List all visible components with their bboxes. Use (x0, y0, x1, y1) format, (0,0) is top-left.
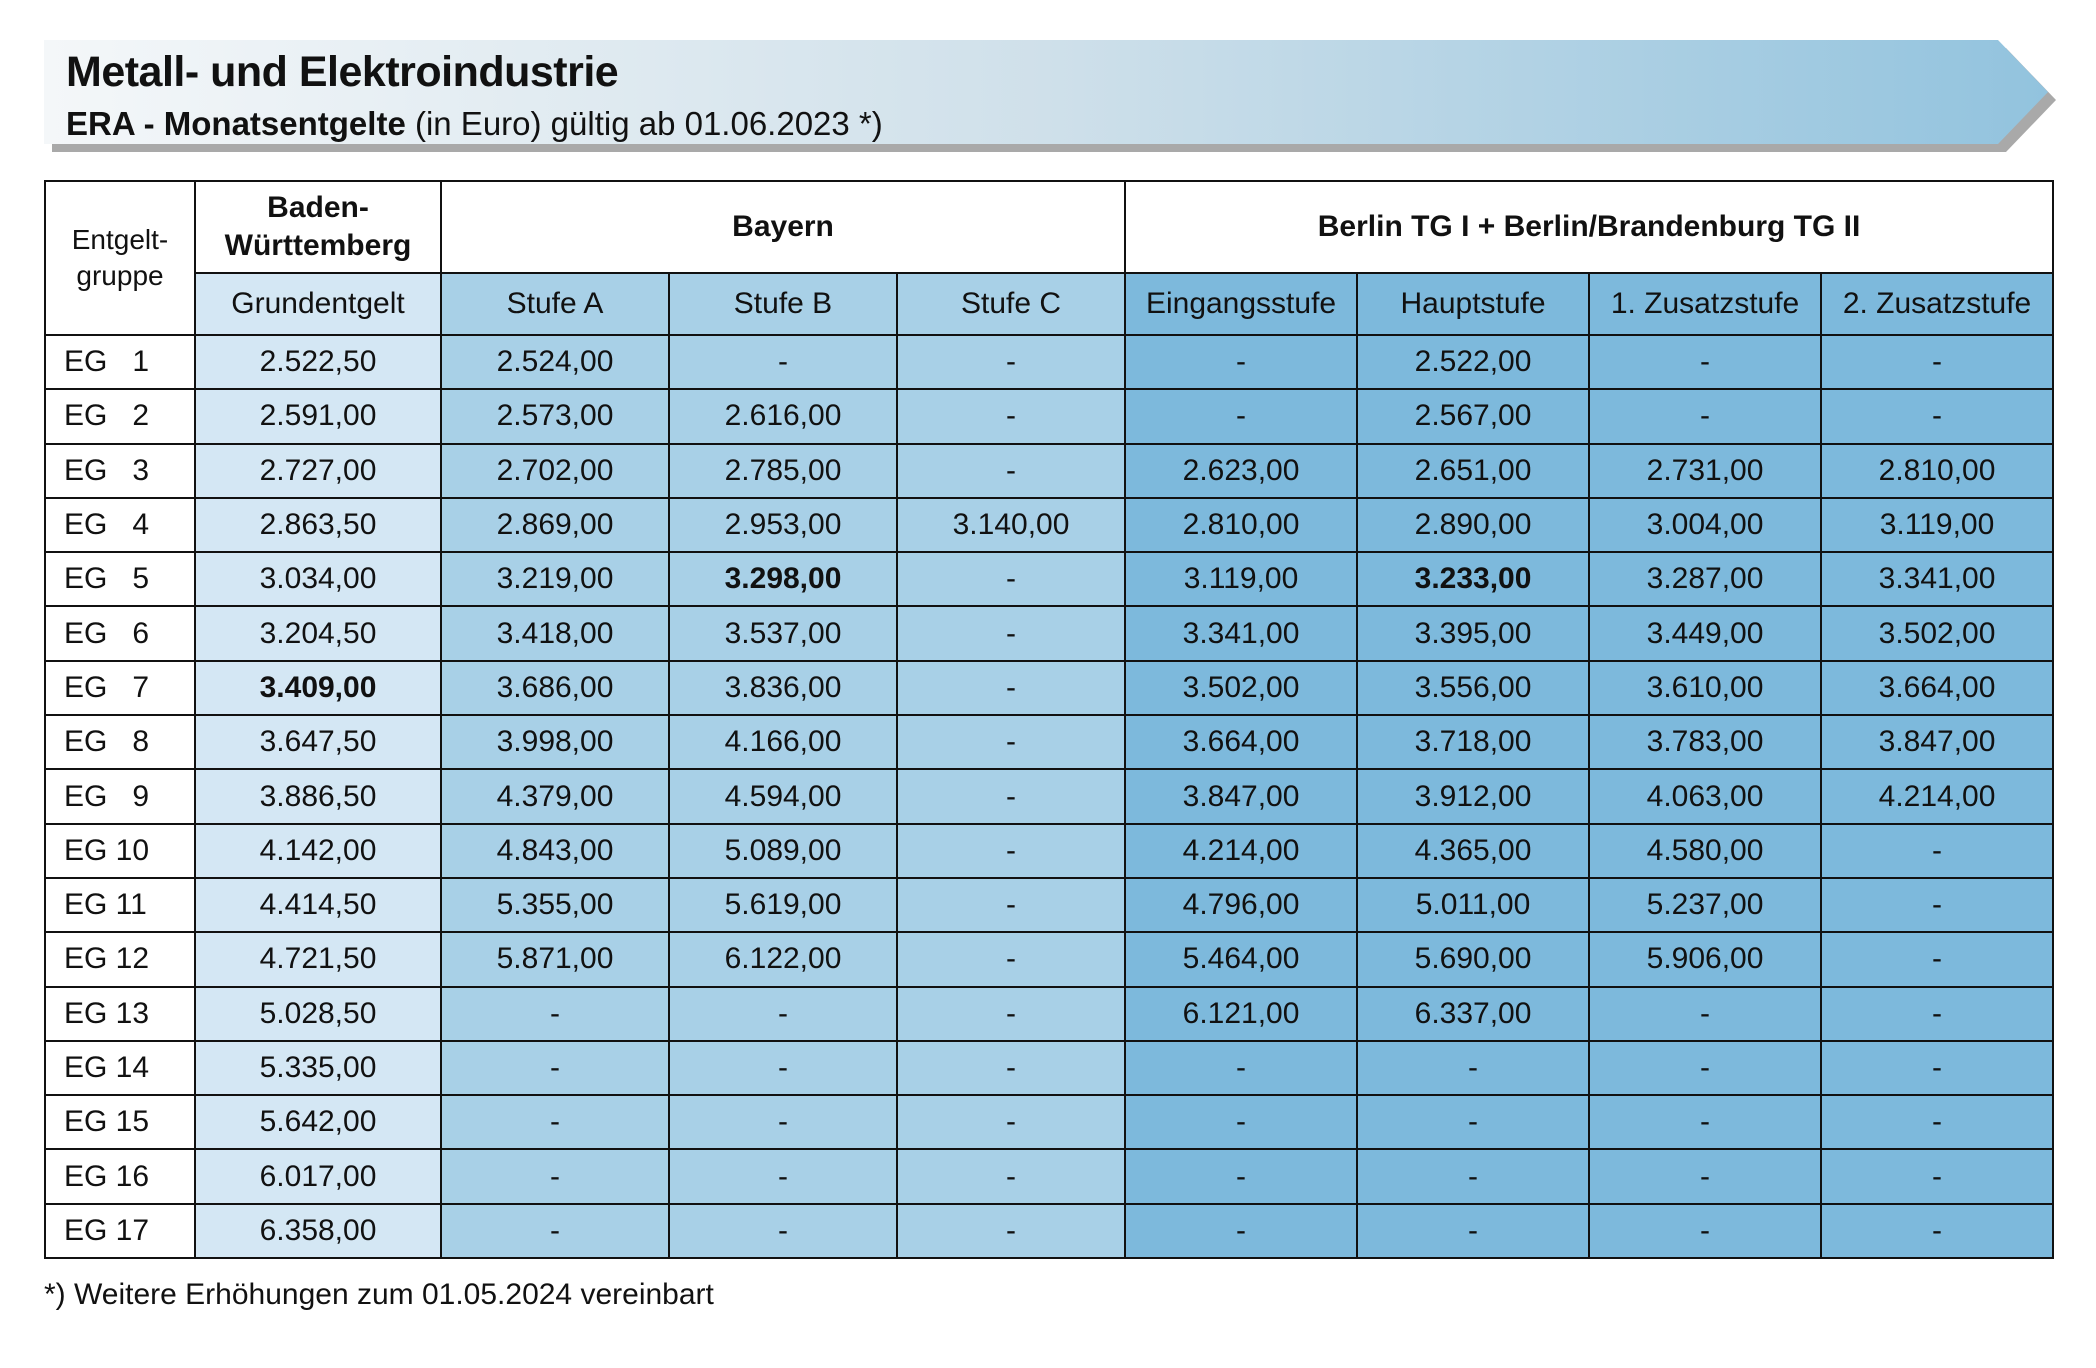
table-row (45, 932, 2053, 986)
value-cell: 3.219,00 (441, 552, 669, 606)
page-subtitle (66, 105, 883, 143)
entgeltgruppe-cell: EG 1 (45, 335, 195, 389)
entgeltgruppe-cell: EG 4 (45, 498, 195, 552)
value-cell: - (1821, 389, 2053, 443)
value-cell: 2.810,00 (1821, 444, 2053, 498)
value-cell: - (441, 987, 669, 1041)
value-cell: 4.594,00 (669, 769, 897, 823)
value-cell: 5.335,00 (195, 1041, 441, 1095)
value-cell: 5.642,00 (195, 1095, 441, 1149)
value-cell: - (1357, 1041, 1589, 1095)
value-cell: - (1357, 1204, 1589, 1258)
value-cell: - (1821, 1095, 2053, 1149)
table-row (45, 1149, 2053, 1203)
entgeltgruppe-cell: EG 12 (45, 932, 195, 986)
value-cell: - (669, 1204, 897, 1258)
value-cell: 3.140,00 (897, 498, 1125, 552)
value-cell: 4.843,00 (441, 824, 669, 878)
value-cell: - (897, 1041, 1125, 1095)
value-cell: 3.119,00 (1125, 552, 1357, 606)
value-cell: 5.237,00 (1589, 878, 1821, 932)
group-header-text: Entgelt- gruppe (71, 224, 169, 291)
column-header: Grundentgelt (195, 273, 441, 335)
value-cell: 2.953,00 (669, 498, 897, 552)
value-cell: - (669, 335, 897, 389)
value-cell: 3.836,00 (669, 661, 897, 715)
table-row (45, 498, 2053, 552)
value-cell: - (897, 552, 1125, 606)
value-cell: 4.414,50 (195, 878, 441, 932)
value-cell: 3.556,00 (1357, 661, 1589, 715)
value-cell: 6.337,00 (1357, 987, 1589, 1041)
value-cell: 2.863,50 (195, 498, 441, 552)
value-cell: - (897, 661, 1125, 715)
value-cell: 3.847,00 (1125, 769, 1357, 823)
value-cell: - (441, 1204, 669, 1258)
value-cell: 2.731,00 (1589, 444, 1821, 498)
subtitle-rest: (in Euro) gültig ab 01.06.2023 *) (405, 105, 883, 142)
value-cell: - (669, 1095, 897, 1149)
value-cell: - (1589, 1204, 1821, 1258)
value-cell: 3.409,00 (195, 661, 441, 715)
value-cell: 3.998,00 (441, 715, 669, 769)
table-row (45, 606, 2053, 660)
table-row (45, 769, 2053, 823)
value-cell: - (897, 932, 1125, 986)
value-cell: - (1821, 1204, 2053, 1258)
entgeltgruppe-cell: EG 17 (45, 1204, 195, 1258)
region-bw-label: Baden- Württemberg (224, 191, 412, 262)
value-cell: - (1589, 987, 1821, 1041)
subtitle-bold: ERA - Monatsentgelte (66, 105, 406, 142)
table-row (45, 1095, 2053, 1149)
value-cell: - (441, 1095, 669, 1149)
value-cell: 2.727,00 (195, 444, 441, 498)
value-cell: 3.449,00 (1589, 606, 1821, 660)
value-cell: 5.011,00 (1357, 878, 1589, 932)
value-cell: 2.567,00 (1357, 389, 1589, 443)
value-cell: 3.664,00 (1821, 661, 2053, 715)
group-header (45, 181, 195, 335)
value-cell: 3.204,50 (195, 606, 441, 660)
value-cell: 3.610,00 (1589, 661, 1821, 715)
column-header: Stufe B (669, 273, 897, 335)
value-cell: 2.591,00 (195, 389, 441, 443)
region-header-bayern: Bayern (441, 181, 1125, 273)
value-cell: - (669, 1041, 897, 1095)
value-cell: - (441, 1149, 669, 1203)
value-cell: 3.886,50 (195, 769, 441, 823)
value-cell: - (897, 987, 1125, 1041)
column-header: 2. Zusatzstufe (1821, 273, 2053, 335)
value-cell: 2.573,00 (441, 389, 669, 443)
page-title: Metall- und Elektroindustrie (66, 48, 619, 96)
value-cell: - (1821, 932, 2053, 986)
table-row (45, 715, 2053, 769)
value-cell: - (1357, 1095, 1589, 1149)
value-cell: - (897, 1149, 1125, 1203)
value-cell: 3.686,00 (441, 661, 669, 715)
value-cell: 5.690,00 (1357, 932, 1589, 986)
value-cell: 3.502,00 (1125, 661, 1357, 715)
value-cell: 6.358,00 (195, 1204, 441, 1258)
entgeltgruppe-cell: EG 15 (45, 1095, 195, 1149)
value-cell: 3.119,00 (1821, 498, 2053, 552)
value-cell: 3.298,00 (669, 552, 897, 606)
value-cell: 3.418,00 (441, 606, 669, 660)
value-cell: 3.912,00 (1357, 769, 1589, 823)
value-cell: 2.522,50 (195, 335, 441, 389)
value-cell: - (1125, 335, 1357, 389)
value-cell: - (1821, 987, 2053, 1041)
entgeltgruppe-cell: EG 11 (45, 878, 195, 932)
column-header: Stufe A (441, 273, 669, 335)
table-row (45, 824, 2053, 878)
value-cell: 4.063,00 (1589, 769, 1821, 823)
value-cell: - (1125, 1041, 1357, 1095)
value-cell: 6.017,00 (195, 1149, 441, 1203)
entgeltgruppe-cell: EG 10 (45, 824, 195, 878)
entgeltgruppe-cell: EG 3 (45, 444, 195, 498)
value-cell: - (1821, 335, 2053, 389)
value-cell: 2.785,00 (669, 444, 897, 498)
value-cell: - (897, 878, 1125, 932)
value-cell: 5.355,00 (441, 878, 669, 932)
value-cell: 4.365,00 (1357, 824, 1589, 878)
value-cell: - (1589, 1149, 1821, 1203)
value-cell: 2.524,00 (441, 335, 669, 389)
region-header-bw (195, 181, 441, 273)
value-cell: - (1125, 1095, 1357, 1149)
value-cell: - (1821, 1041, 2053, 1095)
value-cell: 2.623,00 (1125, 444, 1357, 498)
header-banner (44, 40, 2064, 154)
entgeltgruppe-cell: EG 14 (45, 1041, 195, 1095)
value-cell: - (897, 389, 1125, 443)
value-cell: - (1589, 1041, 1821, 1095)
value-cell: 3.395,00 (1357, 606, 1589, 660)
entgeltgruppe-cell: EG 9 (45, 769, 195, 823)
value-cell: - (1589, 389, 1821, 443)
table-row (45, 335, 2053, 389)
value-cell: 4.166,00 (669, 715, 897, 769)
value-cell: 4.214,00 (1821, 769, 2053, 823)
entgeltgruppe-cell: EG 5 (45, 552, 195, 606)
entgeltgruppe-cell: EG 13 (45, 987, 195, 1041)
value-cell: - (1125, 389, 1357, 443)
value-cell: 2.651,00 (1357, 444, 1589, 498)
value-cell: 2.810,00 (1125, 498, 1357, 552)
value-cell: - (441, 1041, 669, 1095)
value-cell: 3.341,00 (1125, 606, 1357, 660)
table-row (45, 878, 2053, 932)
value-cell: 6.122,00 (669, 932, 897, 986)
column-header: Stufe C (897, 273, 1125, 335)
value-cell: - (669, 987, 897, 1041)
table-row (45, 1204, 2053, 1258)
value-cell: 5.464,00 (1125, 932, 1357, 986)
column-header: Hauptstufe (1357, 273, 1589, 335)
value-cell: - (897, 444, 1125, 498)
region-header-berlin: Berlin TG I + Berlin/Brandenburg TG II (1125, 181, 2053, 273)
table-row (45, 987, 2053, 1041)
column-header: Eingangsstufe (1125, 273, 1357, 335)
entgeltgruppe-cell: EG 8 (45, 715, 195, 769)
value-cell: 4.580,00 (1589, 824, 1821, 878)
value-cell: - (1821, 824, 2053, 878)
table-row (45, 389, 2053, 443)
value-cell: - (897, 715, 1125, 769)
value-cell: - (1125, 1204, 1357, 1258)
value-cell: 3.233,00 (1357, 552, 1589, 606)
entgeltgruppe-cell: EG 2 (45, 389, 195, 443)
value-cell: 5.089,00 (669, 824, 897, 878)
value-cell: - (897, 1204, 1125, 1258)
value-cell: 4.214,00 (1125, 824, 1357, 878)
value-cell: 2.890,00 (1357, 498, 1589, 552)
value-cell: - (1589, 335, 1821, 389)
value-cell: - (1357, 1149, 1589, 1203)
value-cell: 4.721,50 (195, 932, 441, 986)
table-row (45, 444, 2053, 498)
value-cell: 3.537,00 (669, 606, 897, 660)
table-row (45, 552, 2053, 606)
value-cell: 4.796,00 (1125, 878, 1357, 932)
table-row (45, 1041, 2053, 1095)
value-cell: 3.647,50 (195, 715, 441, 769)
entgeltgruppe-cell: EG 6 (45, 606, 195, 660)
value-cell: - (1821, 1149, 2053, 1203)
value-cell: - (897, 606, 1125, 660)
value-cell: 6.121,00 (1125, 987, 1357, 1041)
footnote: *) Weitere Erhöhungen zum 01.05.2024 vereinbart (44, 1278, 714, 1311)
value-cell: 3.847,00 (1821, 715, 2053, 769)
value-cell: 3.664,00 (1125, 715, 1357, 769)
value-cell: 3.718,00 (1357, 715, 1589, 769)
value-cell: 5.871,00 (441, 932, 669, 986)
table-row (45, 661, 2053, 715)
value-cell: - (1821, 878, 2053, 932)
value-cell: 5.906,00 (1589, 932, 1821, 986)
value-cell: - (669, 1149, 897, 1203)
column-header: 1. Zusatzstufe (1589, 273, 1821, 335)
value-cell: - (1125, 1149, 1357, 1203)
value-cell: 3.341,00 (1821, 552, 2053, 606)
value-cell: 3.287,00 (1589, 552, 1821, 606)
value-cell: 4.142,00 (195, 824, 441, 878)
value-cell: 3.783,00 (1589, 715, 1821, 769)
value-cell: 3.502,00 (1821, 606, 2053, 660)
value-cell: 2.522,00 (1357, 335, 1589, 389)
value-cell: 4.379,00 (441, 769, 669, 823)
value-cell: 3.034,00 (195, 552, 441, 606)
value-cell: - (897, 335, 1125, 389)
value-cell: 5.619,00 (669, 878, 897, 932)
entgeltgruppe-cell: EG 7 (45, 661, 195, 715)
salary-table (44, 180, 2054, 1259)
value-cell: - (897, 1095, 1125, 1149)
value-cell: - (1589, 1095, 1821, 1149)
entgeltgruppe-cell: EG 16 (45, 1149, 195, 1203)
value-cell: - (897, 769, 1125, 823)
value-cell: 5.028,50 (195, 987, 441, 1041)
value-cell: 2.869,00 (441, 498, 669, 552)
value-cell: 2.702,00 (441, 444, 669, 498)
value-cell: 3.004,00 (1589, 498, 1821, 552)
value-cell: - (897, 824, 1125, 878)
value-cell: 2.616,00 (669, 389, 897, 443)
